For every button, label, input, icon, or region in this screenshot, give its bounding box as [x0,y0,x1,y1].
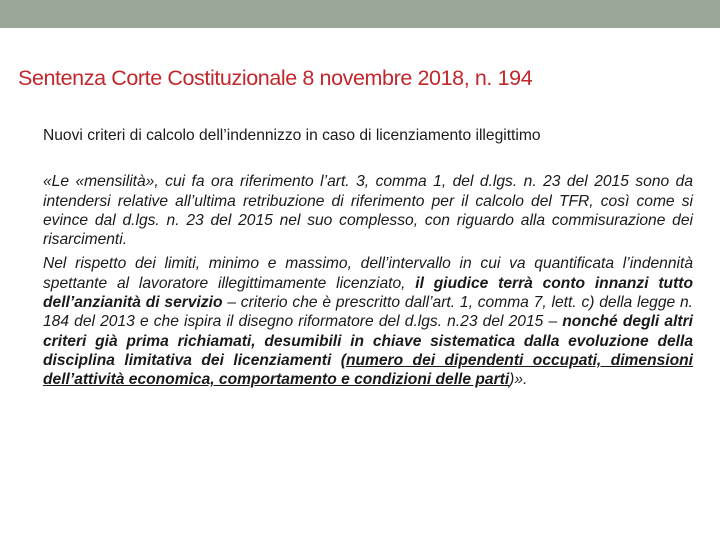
paragraph-2-middle: – criterio che è prescritto dall’art. 1, comma 7, lett. c) della legge n. 184 del 2013 e che ispira il disegno riformatore del d.lgs. n.23 del 2015 – [43,294,694,331]
slide-subtitle: Nuovi criteri di calcolo dell’indennizzo in caso di licenziamento illegittimo [43,127,541,144]
slide-content [43,126,693,390]
paragraph-2-intro: Nel rispetto dei limiti, minimo e massimo, dell’intervallo in cui va quantificata l’indennità spettante al lavoratore illegittimamente licenziato, [43,255,693,292]
paragraph-2-bold-seniority: il giudice terrà conto innanzi tutto dell’anzianità di servizio [43,274,693,312]
paragraph-2-closing: )». [509,371,528,389]
slide-title: Sentenza Corte Costituzionale 8 novembre 2018, n. 194 [18,66,533,90]
paragraph-2-bold-criteria: nonché degli altri criteri già prima richiamati, desumibili in chiave sistematica dalla evoluzione della disciplina limitativa dei licenziamenti ( [43,313,693,369]
top-decorative-bar [0,0,720,28]
paragraph-2-underlined-criteria: numero dei dipendenti occupati, dimensioni dell’attività economica, comportamento e condizioni delle parti [43,351,693,389]
quote-paragraph-2 [43,254,693,389]
quote-paragraph-1: «Le «mensilità», cui fa ora riferimento l’art. 3, comma 1, del d.lgs. n. 23 del 2015 sono da intendersi relative all’ultima retribuzione di riferimento per il calcolo del TFR, così come si evince dal d.lgs. n. 23 del 2015 nel suo complesso, con riguardo alla commisurazione dei risarcimenti. [43,173,693,249]
